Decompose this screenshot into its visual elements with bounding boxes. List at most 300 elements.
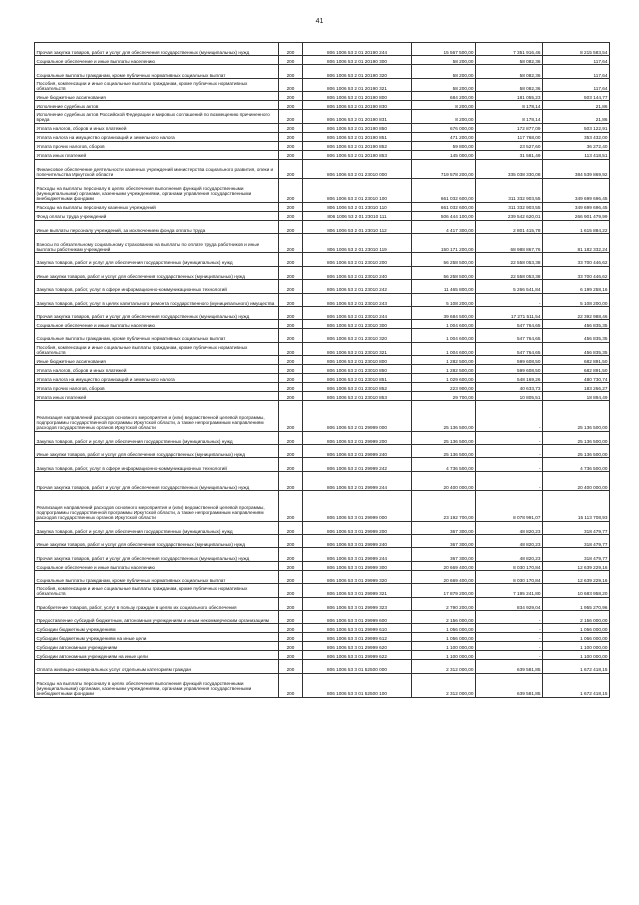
row-executed-amount: 117 768,00 <box>476 132 543 141</box>
row-budget-code: 806 1006 53 3 01 29999 610 <box>303 624 412 633</box>
row-approved-amount: 223 900,00 <box>412 383 476 392</box>
table-row <box>35 673 610 697</box>
row-approved-amount: 1 004 600,00 <box>412 320 476 329</box>
row-admin-code: 200 <box>279 401 303 432</box>
row-executed-amount: 31 581,49 <box>476 150 543 159</box>
row-remaining-amount: 113 418,51 <box>543 150 610 159</box>
row-description: Социальное обеспечение и иные выплаты населению <box>35 561 279 570</box>
row-approved-amount: 1 004 600,00 <box>412 342 476 355</box>
row-remaining-amount: 22 392 988,46 <box>543 306 610 319</box>
row-admin-code: 200 <box>279 356 303 365</box>
row-description: Пособия, компенсации и иные социальные выплаты гражданам, кроме публичных нормативных обязательств <box>35 78 279 91</box>
row-description: Расходы на выплаты персоналу казенных учреждений <box>35 202 279 211</box>
row-budget-code: 806 1006 53 2 01 23010 320 <box>303 329 412 342</box>
row-description: Уплата иных платежей <box>35 150 279 159</box>
row-budget-code: 806 1006 53 3 01 29999 240 <box>303 535 412 548</box>
row-executed-amount: 7 351 916,46 <box>476 43 543 56</box>
row-budget-code: 806 1006 53 2 01 23010 243 <box>303 293 412 306</box>
row-admin-code: 200 <box>279 431 303 444</box>
row-approved-amount: 25 136 500,00 <box>412 445 476 458</box>
row-budget-code: 806 1006 53 2 01 23010 300 <box>303 320 412 329</box>
row-remaining-amount: 12 639 229,16 <box>543 561 610 570</box>
row-admin-code: 200 <box>279 445 303 458</box>
row-approved-amount: 2 312 000,00 <box>412 660 476 673</box>
row-budget-code: 806 1006 53 2 01 23010 111 <box>303 211 412 220</box>
row-description: Уплата налогов, сборов и иных платежей <box>35 123 279 132</box>
row-description: Прочая закупка товаров, работ и услуг для обеспечения государственных (муниципальных) нужд <box>35 306 279 319</box>
row-description: Пособия, компенсации и иные социальные выплаты гражданам, кроме публичных нормативных обязательств <box>35 342 279 355</box>
row-approved-amount: 58 200,00 <box>412 65 476 78</box>
row-approved-amount: 367 300,00 <box>412 548 476 561</box>
row-remaining-amount: 456 835,35 <box>543 342 610 355</box>
row-description: Уплата прочих налогов, сборов <box>35 141 279 150</box>
row-remaining-amount: 266 901 479,99 <box>543 211 610 220</box>
row-approved-amount: 145 000,00 <box>412 150 476 159</box>
row-approved-amount: 20 669 400,00 <box>412 570 476 583</box>
row-remaining-amount: 33 700 446,62 <box>543 266 610 279</box>
table-row <box>35 65 610 78</box>
row-remaining-amount: 12 639 229,16 <box>543 570 610 583</box>
table-row <box>35 597 610 610</box>
row-description: Финансовое обеспечение деятельности казенных учреждений министерства социального развития, опеки и попечительства Иркутской области <box>35 159 279 178</box>
row-budget-code: 806 1006 53 2 01 23010 242 <box>303 280 412 293</box>
row-executed-amount: - <box>476 651 543 660</box>
row-remaining-amount: 384 539 869,92 <box>543 159 610 178</box>
table-row <box>35 141 610 150</box>
row-approved-amount: 2 156 000,00 <box>412 610 476 623</box>
row-description: Исполнение судебных актов Российской Федерации и мировых соглашений по возмещению причиненного вреда <box>35 110 279 123</box>
row-admin-code: 200 <box>279 141 303 150</box>
row-executed-amount: 239 542 620,01 <box>476 211 543 220</box>
row-admin-code: 200 <box>279 306 303 319</box>
row-description: Иные бюджетные ассигнования <box>35 92 279 101</box>
row-approved-amount: 2 790 200,00 <box>412 597 476 610</box>
row-description: Закупка товаров, работ, услуг в целях капитального ремонта государственного (муниципального) имущества <box>35 293 279 306</box>
row-executed-amount: 547 764,65 <box>476 342 543 355</box>
row-remaining-amount: 36 272,40 <box>543 141 610 150</box>
row-approved-amount: 11 465 800,00 <box>412 280 476 293</box>
row-remaining-amount: 456 835,35 <box>543 329 610 342</box>
table-row <box>35 445 610 458</box>
row-remaining-amount: 117,64 <box>543 78 610 91</box>
table-row <box>35 132 610 141</box>
row-description: Уплата налога на имущество организаций и земельного налога <box>35 132 279 141</box>
row-executed-amount: 22 558 053,38 <box>476 253 543 266</box>
row-executed-amount: 58 082,36 <box>476 78 543 91</box>
table-row <box>35 150 610 159</box>
row-admin-code: 200 <box>279 458 303 471</box>
row-budget-code: 806 1006 53 2 01 23010 850 <box>303 365 412 374</box>
row-admin-code: 200 <box>279 92 303 101</box>
row-description: Исполнение судебных актов <box>35 101 279 110</box>
row-admin-code: 200 <box>279 374 303 383</box>
row-budget-code: 806 1006 53 2 01 20190 320 <box>303 65 412 78</box>
row-admin-code: 200 <box>279 150 303 159</box>
table-body <box>35 43 610 698</box>
row-executed-amount: 48 820,23 <box>476 548 543 561</box>
row-description: Закупка товаров, работ и услуг для обеспечения государственных (муниципальных) нужд <box>35 521 279 534</box>
row-description: Закупка товаров, работ, услуг в сфере информационно-коммуникационных технологий <box>35 280 279 293</box>
row-description: Социальные выплаты гражданам, кроме публичных нормативных социальных выплат <box>35 65 279 78</box>
row-budget-code: 806 1006 53 2 01 29999 242 <box>303 458 412 471</box>
row-remaining-amount: 503 122,91 <box>543 123 610 132</box>
row-description: Субсидии бюджетным учреждениям <box>35 624 279 633</box>
row-remaining-amount: 1 672 418,15 <box>543 673 610 697</box>
row-approved-amount: 17 879 200,00 <box>412 584 476 597</box>
row-admin-code: 200 <box>279 561 303 570</box>
row-executed-amount: - <box>476 624 543 633</box>
row-admin-code: 200 <box>279 56 303 65</box>
row-budget-code: 806 1006 53 2 01 29999 000 <box>303 401 412 432</box>
row-remaining-amount: 1 100 000,00 <box>543 651 610 660</box>
table-row <box>35 431 610 444</box>
row-approved-amount: 58 200,00 <box>412 78 476 91</box>
row-budget-code: 806 1006 53 2 01 20190 852 <box>303 141 412 150</box>
row-approved-amount: 684 200,00 <box>412 92 476 101</box>
row-budget-code: 806 1006 53 2 01 23010 852 <box>303 383 412 392</box>
table-row <box>35 293 610 306</box>
table-row <box>35 383 610 392</box>
row-approved-amount: 56 258 500,00 <box>412 266 476 279</box>
row-remaining-amount: 318 479,77 <box>543 521 610 534</box>
row-executed-amount: 311 332 903,55 <box>476 202 543 211</box>
row-admin-code: 200 <box>279 65 303 78</box>
table-row <box>35 392 610 401</box>
row-remaining-amount: 318 479,77 <box>543 548 610 561</box>
row-executed-amount: - <box>476 445 543 458</box>
table-row <box>35 584 610 597</box>
row-description: Уплата налогов, сборов и иных платежей <box>35 365 279 374</box>
row-admin-code: 200 <box>279 383 303 392</box>
row-description: Социальные выплаты гражданам, кроме публичных нормативных социальных выплат <box>35 570 279 583</box>
row-budget-code: 806 1006 53 3 01 52500 000 <box>303 660 412 673</box>
row-remaining-amount: 20 400 000,00 <box>543 471 610 490</box>
table-row <box>35 110 610 123</box>
table-row <box>35 471 610 490</box>
table-row <box>35 356 610 365</box>
row-approved-amount: 2 312 000,00 <box>412 673 476 697</box>
row-approved-amount: 15 567 500,00 <box>412 43 476 56</box>
table-row <box>35 374 610 383</box>
row-executed-amount: 8 030 170,84 <box>476 570 543 583</box>
row-description: Предоставление субсидий бюджетным, автономным учреждениям и иным некоммерческим организациям <box>35 610 279 623</box>
row-description: Иные закупки товаров, работ и услуг для обеспечения государственных (муниципальных) нужд <box>35 535 279 548</box>
row-description: Закупка товаров, работ и услуг для обеспечения государственных (муниципальных) нужд <box>35 431 279 444</box>
row-admin-code: 200 <box>279 202 303 211</box>
row-remaining-amount: 353 432,00 <box>543 132 610 141</box>
row-remaining-amount: 117,64 <box>543 56 610 65</box>
row-approved-amount: 5 108 200,00 <box>412 293 476 306</box>
row-admin-code: 200 <box>279 471 303 490</box>
table-row <box>35 56 610 65</box>
row-budget-code: 806 1006 53 2 01 20190 850 <box>303 123 412 132</box>
row-budget-code: 806 1006 53 3 01 29999 244 <box>303 548 412 561</box>
row-admin-code: 200 <box>279 320 303 329</box>
row-executed-amount: 48 820,23 <box>476 521 543 534</box>
row-remaining-amount: 33 700 446,62 <box>543 253 610 266</box>
row-admin-code: 200 <box>279 123 303 132</box>
row-executed-amount: 547 764,65 <box>476 329 543 342</box>
row-remaining-amount: 18 894,49 <box>543 392 610 401</box>
row-remaining-amount: 5 108 200,00 <box>543 293 610 306</box>
page-number: 41 <box>315 18 324 25</box>
row-executed-amount: 40 633,73 <box>476 383 543 392</box>
row-approved-amount: 506 444 100,00 <box>412 211 476 220</box>
row-admin-code: 200 <box>279 548 303 561</box>
row-approved-amount: 367 300,00 <box>412 521 476 534</box>
row-admin-code: 200 <box>279 651 303 660</box>
table-row <box>35 660 610 673</box>
row-remaining-amount: 25 136 500,00 <box>543 445 610 458</box>
row-budget-code: 806 1006 53 2 01 23010 110 <box>303 202 412 211</box>
row-budget-code: 806 1006 53 2 01 23010 119 <box>303 234 412 253</box>
row-approved-amount: 8 200,00 <box>412 110 476 123</box>
row-executed-amount: 5 266 541,84 <box>476 280 543 293</box>
row-remaining-amount: 1 615 884,22 <box>543 220 610 233</box>
row-budget-code: 806 1006 53 2 01 29999 200 <box>303 431 412 444</box>
row-approved-amount: 56 258 500,00 <box>412 253 476 266</box>
row-description: Субсидии автономным учреждениям <box>35 642 279 651</box>
row-executed-amount: 8 078 991,07 <box>476 491 543 522</box>
row-executed-amount: 58 082,36 <box>476 56 543 65</box>
row-admin-code: 200 <box>279 342 303 355</box>
row-executed-amount: 547 764,65 <box>476 320 543 329</box>
row-executed-amount: - <box>476 610 543 623</box>
row-approved-amount: 39 684 500,00 <box>412 306 476 319</box>
row-description: Субсидии бюджетным учреждениям на иные цели <box>35 633 279 642</box>
row-description: Уплата прочих налогов, сборов <box>35 383 279 392</box>
row-admin-code: 200 <box>279 624 303 633</box>
table-row <box>35 92 610 101</box>
row-budget-code: 806 1006 53 2 01 23010 244 <box>303 306 412 319</box>
row-budget-code: 806 1006 53 2 01 23010 000 <box>303 159 412 178</box>
row-remaining-amount: 480 730,74 <box>543 374 610 383</box>
row-approved-amount: 25 136 500,00 <box>412 401 476 432</box>
row-budget-code: 806 1006 53 3 01 29999 300 <box>303 561 412 570</box>
row-admin-code: 200 <box>279 43 303 56</box>
row-description: Реализация направлений расходов основного мероприятия и (или) ведомственной целевой программы, подпрограммы государственной программы Иркутской области, а также непрограммным направлениям расходов государственных органов Иркутской области <box>35 491 279 522</box>
row-executed-amount: 311 332 903,55 <box>476 178 543 202</box>
table-row <box>35 458 610 471</box>
row-budget-code: 806 1006 53 3 01 29999 622 <box>303 651 412 660</box>
row-description: Расходы на выплаты персоналу в целях обеспечения выполнения функций государственными (муниципальными) органами, казенными учреждениями, органами управления государственными внебюджетными фондами <box>35 178 279 202</box>
row-budget-code: 806 1006 53 2 01 20190 853 <box>303 150 412 159</box>
row-remaining-amount: 2 156 000,00 <box>543 610 610 623</box>
table-row <box>35 159 610 178</box>
row-remaining-amount: 349 699 696,45 <box>543 202 610 211</box>
row-executed-amount: 8 178,14 <box>476 110 543 123</box>
row-description: Закупка товаров, работ и услуг для обеспечения государственных (муниципальных) нужд <box>35 253 279 266</box>
row-executed-amount: 639 581,85 <box>476 673 543 697</box>
row-admin-code: 200 <box>279 610 303 623</box>
table-row <box>35 211 610 220</box>
row-description: Уплата иных платежей <box>35 392 279 401</box>
row-approved-amount: 58 200,00 <box>412 56 476 65</box>
row-admin-code: 200 <box>279 642 303 651</box>
row-remaining-amount: 8 215 583,54 <box>543 43 610 56</box>
table-row <box>35 280 610 293</box>
row-remaining-amount: 1 100 000,00 <box>543 642 610 651</box>
row-approved-amount: 661 032 600,00 <box>412 202 476 211</box>
row-executed-amount: 7 195 241,80 <box>476 584 543 597</box>
row-executed-amount: 599 608,50 <box>476 365 543 374</box>
row-approved-amount: 4 417 300,00 <box>412 220 476 233</box>
table-row <box>35 491 610 522</box>
row-executed-amount: 834 929,04 <box>476 597 543 610</box>
row-executed-amount: 48 820,23 <box>476 535 543 548</box>
row-budget-code: 806 1006 53 2 01 23010 112 <box>303 220 412 233</box>
row-executed-amount: 22 558 053,38 <box>476 266 543 279</box>
row-budget-code: 806 1006 53 2 01 29999 240 <box>303 445 412 458</box>
row-description: Приобретение товаров, работ, услуг в пользу граждан в целях их социального обеспечения <box>35 597 279 610</box>
table-row <box>35 342 610 355</box>
row-approved-amount: 150 171 200,00 <box>412 234 476 253</box>
row-approved-amount: 1 056 000,00 <box>412 624 476 633</box>
budget-execution-table <box>34 42 610 698</box>
row-budget-code: 806 1006 53 3 01 29999 620 <box>303 642 412 651</box>
row-budget-code: 806 1006 53 2 01 23010 200 <box>303 253 412 266</box>
row-description: Иные выплаты персоналу учреждений, за исключением фонда оплаты труда <box>35 220 279 233</box>
row-admin-code: 200 <box>279 280 303 293</box>
row-approved-amount: 23 192 700,00 <box>412 491 476 522</box>
row-budget-code: 806 1006 53 2 01 23010 321 <box>303 342 412 355</box>
row-budget-code: 806 1006 53 2 01 20190 800 <box>303 92 412 101</box>
row-remaining-amount: 15 113 708,93 <box>543 491 610 522</box>
row-description: Прочая закупка товаров, работ и услуг для обеспечения государственных (муниципальных) нужд <box>35 43 279 56</box>
row-approved-amount: 20 400 000,00 <box>412 471 476 490</box>
row-executed-amount: 639 581,85 <box>476 660 543 673</box>
row-approved-amount: 29 700,00 <box>412 392 476 401</box>
row-description: Иные закупки товаров, работ и услуг для обеспечения государственных (муниципальных) нужд <box>35 266 279 279</box>
row-executed-amount: - <box>476 642 543 651</box>
row-approved-amount: 1 282 500,00 <box>412 365 476 374</box>
row-budget-code: 806 1006 53 2 01 29999 244 <box>303 471 412 490</box>
table-row <box>35 320 610 329</box>
row-remaining-amount: 1 955 270,96 <box>543 597 610 610</box>
table-row <box>35 202 610 211</box>
row-remaining-amount: 10 683 958,20 <box>543 584 610 597</box>
row-admin-code: 200 <box>279 132 303 141</box>
row-admin-code: 200 <box>279 570 303 583</box>
table-row <box>35 123 610 132</box>
row-approved-amount: 8 200,00 <box>412 101 476 110</box>
row-remaining-amount: 682 891,50 <box>543 365 610 374</box>
row-executed-amount: 8 178,14 <box>476 101 543 110</box>
row-description: Субсидии автономным учреждениям на иные цели <box>35 651 279 660</box>
row-remaining-amount: 1 056 000,00 <box>543 624 610 633</box>
row-remaining-amount: 25 136 500,00 <box>543 431 610 444</box>
row-admin-code: 200 <box>279 329 303 342</box>
row-executed-amount: - <box>476 293 543 306</box>
table-row <box>35 234 610 253</box>
row-budget-code: 806 1006 53 2 01 20190 830 <box>303 101 412 110</box>
row-approved-amount: 1 056 000,00 <box>412 633 476 642</box>
row-admin-code: 200 <box>279 211 303 220</box>
row-description: Прочая закупка товаров, работ и услуг для обеспечения государственных (муниципальных) нужд <box>35 471 279 490</box>
row-budget-code: 806 1006 53 3 01 29999 600 <box>303 610 412 623</box>
row-executed-amount: 548 169,26 <box>476 374 543 383</box>
row-executed-amount: 172 877,09 <box>476 123 543 132</box>
row-description: Фонд оплаты труда учреждений <box>35 211 279 220</box>
row-remaining-amount: 117,64 <box>543 65 610 78</box>
table-row <box>35 633 610 642</box>
row-admin-code: 200 <box>279 266 303 279</box>
row-budget-code: 806 1006 53 2 01 23010 100 <box>303 178 412 202</box>
row-approved-amount: 25 136 500,00 <box>412 431 476 444</box>
row-remaining-amount: 349 699 696,45 <box>543 178 610 202</box>
row-budget-code: 806 1006 53 3 01 29999 612 <box>303 633 412 642</box>
table-row <box>35 43 610 56</box>
row-budget-code: 806 1006 53 2 01 20190 300 <box>303 56 412 65</box>
row-executed-amount: - <box>476 633 543 642</box>
row-budget-code: 806 1006 53 3 01 29999 323 <box>303 597 412 610</box>
row-executed-amount: - <box>476 458 543 471</box>
table-row <box>35 329 610 342</box>
row-description: Социальные выплаты гражданам, кроме публичных нормативных социальных выплат <box>35 329 279 342</box>
row-budget-code: 806 1006 53 3 01 29999 320 <box>303 570 412 583</box>
row-executed-amount: 17 271 511,54 <box>476 306 543 319</box>
row-budget-code: 806 1006 53 3 01 29999 000 <box>303 491 412 522</box>
row-remaining-amount: 21,86 <box>543 110 610 123</box>
row-approved-amount: 1 004 600,00 <box>412 329 476 342</box>
row-approved-amount: 661 032 600,00 <box>412 178 476 202</box>
row-budget-code: 806 1006 53 3 01 29999 321 <box>303 584 412 597</box>
row-admin-code: 200 <box>279 633 303 642</box>
row-budget-code: 806 1006 53 2 01 23010 853 <box>303 392 412 401</box>
row-admin-code: 200 <box>279 178 303 202</box>
table-row <box>35 610 610 623</box>
row-description: Закупка товаров, работ, услуг в сфере информационно-коммуникационных технологий <box>35 458 279 471</box>
row-approved-amount: 59 800,00 <box>412 141 476 150</box>
row-description: Иные бюджетные ассигнования <box>35 356 279 365</box>
row-budget-code: 806 1006 53 2 01 20190 851 <box>303 132 412 141</box>
row-approved-amount: 1 100 000,00 <box>412 651 476 660</box>
row-executed-amount: 58 082,36 <box>476 65 543 78</box>
table-row <box>35 401 610 432</box>
row-remaining-amount: 318 479,77 <box>543 535 610 548</box>
row-admin-code: 200 <box>279 597 303 610</box>
row-description: Уплата налога на имущество организаций и земельного налога <box>35 374 279 383</box>
row-executed-amount: 23 527,60 <box>476 141 543 150</box>
row-executed-amount: - <box>476 431 543 444</box>
row-executed-amount: 10 805,51 <box>476 392 543 401</box>
row-budget-code: 806 1006 53 2 01 23010 800 <box>303 356 412 365</box>
table-row <box>35 101 610 110</box>
row-approved-amount: 1 029 600,00 <box>412 374 476 383</box>
row-remaining-amount: 81 182 332,24 <box>543 234 610 253</box>
table-row <box>35 521 610 534</box>
row-approved-amount: 676 000,00 <box>412 123 476 132</box>
row-admin-code: 200 <box>279 660 303 673</box>
row-approved-amount: 719 578 200,00 <box>412 159 476 178</box>
row-executed-amount: 2 801 415,78 <box>476 220 543 233</box>
row-description: Оплата жилищно-коммунальных услуг отдельным категориям граждан <box>35 660 279 673</box>
table-row <box>35 178 610 202</box>
table-row <box>35 570 610 583</box>
row-budget-code: 806 1006 53 2 01 20190 244 <box>303 43 412 56</box>
row-executed-amount: 68 988 867,76 <box>476 234 543 253</box>
row-description: Прочая закупка товаров, работ и услуг для обеспечения государственных (муниципальных) нужд <box>35 548 279 561</box>
row-admin-code: 200 <box>279 365 303 374</box>
row-executed-amount: 181 055,23 <box>476 92 543 101</box>
table-row <box>35 266 610 279</box>
row-description: Социальное обеспечение и иные выплаты населению <box>35 56 279 65</box>
row-approved-amount: 367 300,00 <box>412 535 476 548</box>
row-remaining-amount: 682 891,50 <box>543 356 610 365</box>
row-description: Пособия, компенсации и иные социальные выплаты гражданам, кроме публичных нормативных обязательств <box>35 584 279 597</box>
table-row <box>35 220 610 233</box>
row-admin-code: 200 <box>279 293 303 306</box>
